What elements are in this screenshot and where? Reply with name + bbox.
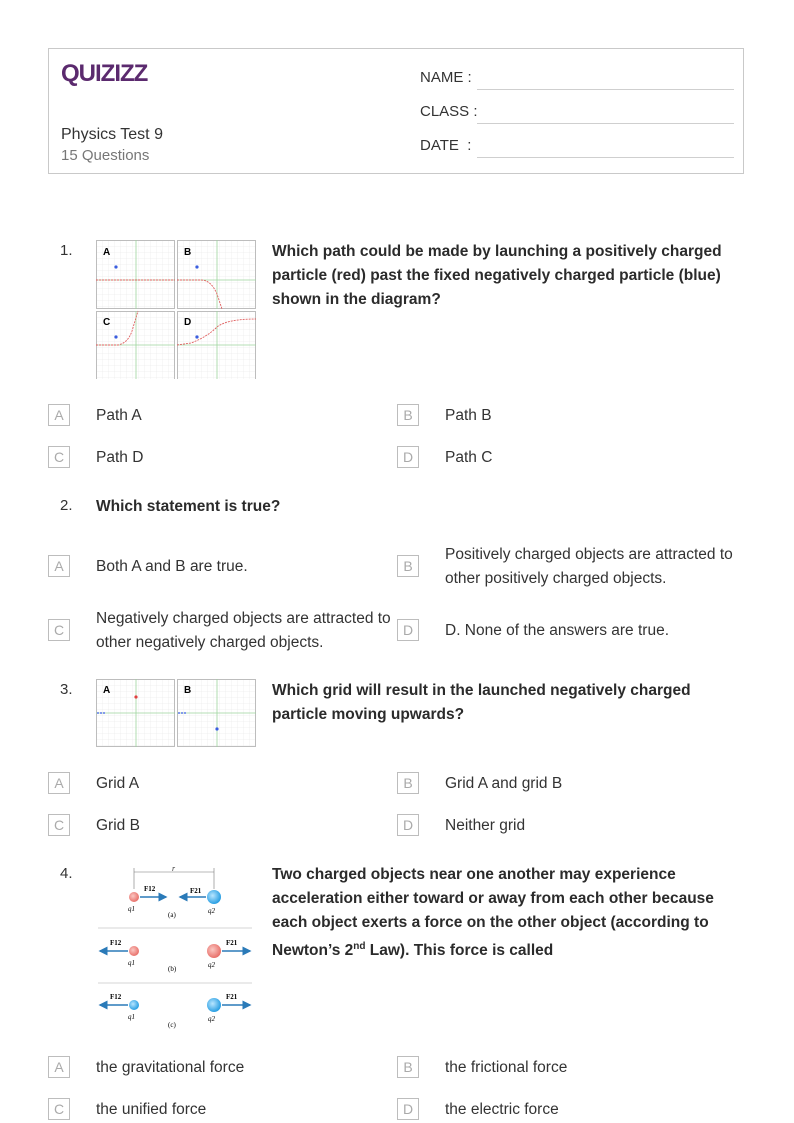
question-2-text: Which statement is true? xyxy=(96,498,281,515)
date-field[interactable] xyxy=(420,135,734,169)
q2-option-b-box[interactable]: B xyxy=(397,555,419,577)
q4-option-c-text: the unified force xyxy=(96,1101,207,1118)
q1-option-d-box[interactable]: D xyxy=(397,446,419,468)
q1-option-b-text: Path B xyxy=(445,407,492,424)
q2-option-a-box[interactable]: A xyxy=(48,555,70,577)
question-4-text-sup: nd xyxy=(353,941,366,952)
q4-caption-a: (a) xyxy=(168,911,176,919)
q4-q2-label-c: q2 xyxy=(208,1015,215,1023)
q4-q2-label-b: q2 xyxy=(208,961,215,969)
date-line[interactable] xyxy=(477,157,734,158)
worksheet-header xyxy=(48,48,744,174)
name-line[interactable] xyxy=(477,89,734,90)
q4-f12-label-b: F12 xyxy=(110,939,122,947)
question-4-number: 4. xyxy=(60,865,73,882)
question-4-text-main: Two charged objects near one another may experience acceleration either toward or away from each other because each object exerts a force on the other object (according to Newton’s 2 xyxy=(272,866,714,960)
q2-option-c-box[interactable]: C xyxy=(48,619,70,641)
q4-option-d-text: the electric force xyxy=(445,1101,559,1118)
class-label: CLASS : xyxy=(420,103,478,120)
question-4-text-end: Law). This force is called xyxy=(365,942,554,960)
q1-option-b-box[interactable]: B xyxy=(397,404,419,426)
test-title: Physics Test 9 xyxy=(61,126,163,143)
q2-option-a-text: Both A and B are true. xyxy=(96,558,248,575)
question-1-text: Which path could be made by launching a positively charged particle (red) past the fixed negatively charged particle (blue) shown in the diagram? xyxy=(272,243,722,308)
q2-option-b-text: Positively charged objects are attracted to other positively charged objects. xyxy=(445,546,733,587)
q1-option-d-text: Path C xyxy=(445,449,493,466)
question-count: 15 Questions xyxy=(61,147,150,164)
q1-option-c-box[interactable]: C xyxy=(48,446,70,468)
q1-option-c-text: Path D xyxy=(96,449,144,466)
q4-f21-label-b: F21 xyxy=(226,939,238,947)
q3-option-a-box[interactable]: A xyxy=(48,772,70,794)
name-field[interactable] xyxy=(420,67,734,101)
question-3-figure xyxy=(96,679,256,747)
class-line[interactable] xyxy=(477,123,734,124)
q4-option-a-box[interactable]: A xyxy=(48,1056,70,1078)
question-1-number: 1. xyxy=(60,242,73,259)
q4-q1-label-b: q1 xyxy=(128,959,135,967)
quizizz-logo xyxy=(61,57,153,87)
question-1-figure xyxy=(96,240,256,379)
q1-panel-b xyxy=(177,240,256,309)
student-fields xyxy=(420,67,734,169)
q2-option-d-box[interactable]: D xyxy=(397,619,419,641)
q3-option-b-text: Grid A and grid B xyxy=(445,775,563,792)
q3-option-d-text: Neither grid xyxy=(445,817,526,834)
date-label: DATE : xyxy=(420,137,472,154)
q4-caption-c: (c) xyxy=(168,1021,176,1029)
q4-f12-label-a: F12 xyxy=(144,885,156,893)
q3-grid-a xyxy=(96,679,175,747)
q4-option-b-box[interactable]: B xyxy=(397,1056,419,1078)
q4-diagram-a xyxy=(128,865,221,919)
q1-option-a-box[interactable]: A xyxy=(48,404,70,426)
q3-grid-b-label: B xyxy=(184,685,192,696)
q4-q1-label-c: q1 xyxy=(128,1013,135,1021)
q3-grid-a-label: A xyxy=(103,685,111,696)
q2-option-c-text: Negatively charged objects are attracted to other negatively charged objects. xyxy=(96,610,391,651)
q4-q2-label-a: q2 xyxy=(208,907,215,915)
question-3-number: 3. xyxy=(60,681,73,698)
q3-option-a-text: Grid A xyxy=(96,775,140,792)
q3-option-c-text: Grid B xyxy=(96,817,140,834)
q4-q1-label-a: q1 xyxy=(128,905,135,913)
q2-option-d-text: D. None of the answers are true. xyxy=(445,622,670,639)
name-label: NAME : xyxy=(420,69,472,86)
q4-diagram-b xyxy=(100,939,250,973)
q1-panel-a xyxy=(96,240,175,309)
q4-option-b-text: the frictional force xyxy=(445,1059,568,1076)
q1-panel-d xyxy=(177,311,256,379)
q4-option-c-box[interactable]: C xyxy=(48,1098,70,1120)
q3-grid-b xyxy=(177,679,256,747)
q1-panel-c-label: C xyxy=(103,317,111,328)
class-field[interactable] xyxy=(420,101,734,135)
question-4-text xyxy=(272,863,750,963)
q4-diagram-c xyxy=(100,993,250,1029)
q3-option-d-box[interactable]: D xyxy=(397,814,419,836)
q1-panel-a-label: A xyxy=(103,247,111,258)
q3-option-c-box[interactable]: C xyxy=(48,814,70,836)
q4-option-d-box[interactable]: D xyxy=(397,1098,419,1120)
question-4-figure xyxy=(96,865,254,1031)
q4-caption-b: (b) xyxy=(168,965,177,973)
q1-panel-b-label: B xyxy=(184,247,192,258)
q1-panel-d-label: D xyxy=(184,317,192,328)
q1-panel-c xyxy=(96,311,175,379)
question-3-text: Which grid will result in the launched negatively charged particle moving upwards? xyxy=(272,682,691,723)
q4-f12-label-c: F12 xyxy=(110,993,122,1001)
q4-f21-label-a: F21 xyxy=(190,887,202,895)
q3-option-b-box[interactable]: B xyxy=(397,772,419,794)
logo-text: QUIZIZZ xyxy=(61,60,148,87)
q1-option-a-text: Path A xyxy=(96,407,142,424)
q4-r-label: r xyxy=(172,865,176,873)
q4-option-a-text: the gravitational force xyxy=(96,1059,245,1076)
question-2-number: 2. xyxy=(60,497,73,514)
q4-f21-label-c: F21 xyxy=(226,993,238,1001)
